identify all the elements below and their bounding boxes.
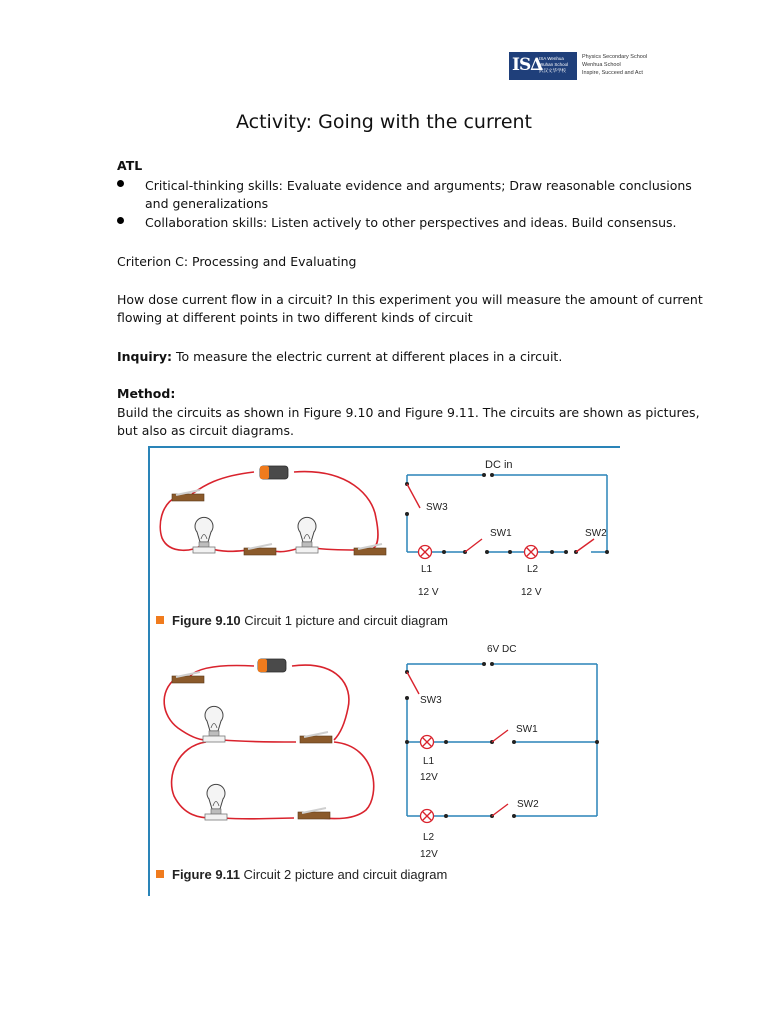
fig2-l2-label: L2 — [423, 832, 435, 843]
logo-school-line1: ISA Wenhua — [539, 56, 564, 61]
terminal-dot — [490, 662, 494, 666]
inquiry-label: Inquiry: — [117, 349, 172, 364]
method-line2: but also as circuit diagrams. — [117, 423, 294, 438]
school-logo — [509, 52, 679, 80]
terminal-dot — [605, 550, 609, 554]
caption-marker — [156, 870, 164, 878]
figure1-caption: Figure 9.10 Circuit 1 picture and circuit diagram — [172, 613, 448, 628]
battery-icon — [258, 659, 286, 672]
switch-sw2 — [576, 539, 594, 552]
fig1-source-label: DC in — [485, 459, 513, 471]
bulb-icon — [296, 517, 318, 553]
fig1-sw1-label: SW1 — [490, 528, 512, 539]
fig1-sw3-label: SW3 — [426, 502, 448, 513]
circuit1-picture — [160, 466, 386, 555]
switch-icon — [244, 544, 276, 555]
atl-bullet1-line2: and generalizations — [145, 196, 269, 211]
fig2-sw2-label: SW2 — [517, 799, 539, 810]
bullet-dot — [117, 217, 124, 224]
criterion-heading: Criterion C: Processing and Evaluating — [117, 254, 357, 269]
atl-bullet1-line1: Critical-thinking skills: Evaluate evidence and arguments; Draw reasonable conclusions — [145, 178, 692, 193]
terminal-dot — [442, 550, 446, 554]
circuit1-diagram-parts — [405, 473, 609, 559]
fig1-sw2-label: SW2 — [585, 528, 607, 539]
terminal-dot — [405, 696, 409, 700]
switch-sw3 — [407, 484, 420, 508]
atl-heading: ATL — [117, 158, 143, 173]
switch-sw1 — [465, 539, 482, 552]
terminal-dot — [485, 550, 489, 554]
logo-right-line2: Wenhua School — [582, 62, 621, 68]
bulb-icon — [203, 706, 225, 742]
fig1-l1-label: L1 — [421, 564, 433, 575]
fig1-l2-label: L2 — [527, 564, 539, 575]
circuit-figures-svg — [148, 446, 620, 896]
terminal-dot — [512, 740, 516, 744]
terminal-dot — [490, 473, 494, 477]
logo-isa-text: IS∆ — [512, 55, 543, 75]
fig1-l2-voltage: 12 V — [521, 587, 542, 598]
terminal-dot — [444, 814, 448, 818]
switch-icon — [354, 544, 386, 555]
bulb-icon — [205, 784, 227, 820]
fig1-l1-voltage: 12 V — [418, 587, 439, 598]
lamp-l2-icon — [421, 810, 434, 823]
atl-bullet2: Collaboration skills: Listen actively to other perspectives and ideas. Build consensus. — [145, 215, 677, 230]
switch-sw1 — [492, 730, 508, 742]
terminal-dot — [405, 740, 409, 744]
caption-marker — [156, 616, 164, 624]
terminal-dot — [595, 740, 599, 744]
terminal-dot — [550, 550, 554, 554]
method-heading: Method: — [117, 386, 176, 401]
logo-mark — [509, 52, 577, 80]
switch-sw3 — [407, 672, 419, 694]
inquiry-text: To measure the electric current at different places in a circuit. — [172, 349, 563, 364]
logo-school-line3: 武汉文华学校 — [539, 68, 566, 73]
terminal-dot — [444, 740, 448, 744]
terminal-dot — [405, 512, 409, 516]
terminal-dot — [512, 814, 516, 818]
logo-school-line2: Wuhan School — [539, 62, 569, 67]
switch-icon — [172, 672, 204, 683]
intro-line1: How dose current flow in a circuit? In this experiment you will measure the amount of current — [117, 292, 703, 307]
bullet-dot — [117, 180, 124, 187]
lamp-l1-icon — [419, 546, 432, 559]
terminal-dot — [482, 473, 486, 477]
figure2-caption: Figure 9.11 Circuit 2 picture and circuit diagram — [172, 867, 448, 882]
circuit1-diagram — [407, 475, 607, 552]
fig2-sw1-label: SW1 — [516, 724, 538, 735]
terminal-dot — [564, 550, 568, 554]
intro-line2: flowing at different points in two different kinds of circuit — [117, 310, 473, 325]
switch-sw2 — [492, 804, 508, 816]
circuit2-picture — [164, 659, 374, 820]
lamp-l2-icon — [525, 546, 538, 559]
lamp-l1-icon — [421, 736, 434, 749]
bulb-icon — [193, 517, 215, 553]
logo-right-line1: Physics Secondary School — [582, 54, 648, 60]
terminal-dot — [482, 662, 486, 666]
switch-icon — [300, 732, 332, 743]
battery-icon — [260, 466, 288, 479]
fig2-source-label: 6V DC — [487, 644, 517, 655]
switch-icon — [298, 808, 330, 819]
method-line1: Build the circuits as shown in Figure 9.10 and Figure 9.11. The circuits are shown as pictures, — [117, 405, 700, 420]
switch-icon — [172, 490, 204, 501]
fig2-l1-label: L1 — [423, 756, 435, 767]
terminal-dot — [508, 550, 512, 554]
inquiry-paragraph — [117, 348, 562, 366]
page-title: Activity: Going with the current — [236, 111, 532, 133]
logo-right-line3: Inspire, Succeed and Act — [582, 70, 643, 76]
fig2-sw3-label: SW3 — [420, 695, 442, 706]
circuit2-diagram — [407, 664, 597, 816]
circuit-figures — [148, 446, 620, 896]
fig2-l2-voltage: 12V — [420, 849, 438, 860]
fig2-l1-voltage: 12V — [420, 772, 438, 783]
